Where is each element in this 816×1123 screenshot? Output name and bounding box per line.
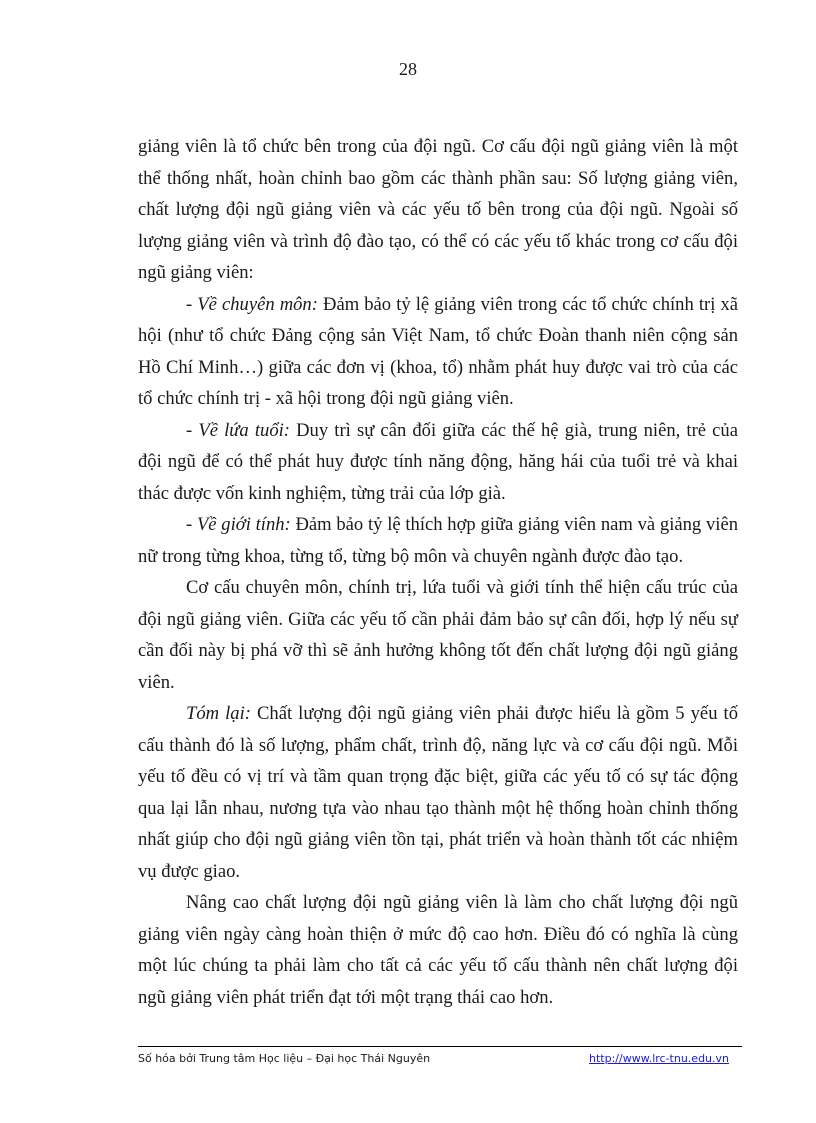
- paragraph-structure-intro: giảng viên là tổ chức bên trong của đội ngũ. Cơ cấu đội ngũ giảng viên là một thể thống nhất, hoàn chỉnh bao gồm các thành phần sau: Số lượng giảng viên, chất lượng đội ngũ giảng viên và các yếu tố bên trong của đội ngũ. Ngoài số lượng giảng viên và trình độ đào tạo, có thể có các yếu tố khác trong cơ cấu đội ngũ giảng viên:: [138, 136, 738, 283]
- footer-source: Số hóa bởi Trung tâm Học liệu – Đại học Thái Nguyên: [138, 1052, 431, 1065]
- footer-link[interactable]: http://www.lrc-tnu.edu.vn: [589, 1052, 729, 1065]
- paragraph-improvement: Nâng cao chất lượng đội ngũ giảng viên là làm cho chất lượng đội ngũ giảng viên ngày càng hoàn thiện ở mức độ cao hơn. Điều đó có nghĩa là cùng một lúc chúng ta phải làm cho tất cả các yếu tố cấu thành nên chất lượng đội ngũ giảng viên phát triển đạt tới một trạng thái cao hơn.: [138, 892, 738, 1008]
- paragraph-age: [138, 415, 738, 510]
- paragraph-age-text: Duy trì sự cân đối giữa các thế hệ già, trung niên, trẻ của đội ngũ để có thể phát huy được tính năng động, hăng hái của tuổi trẻ và khai thác được vốn kinh nghiệm, từng trải của lớp già.: [138, 419, 738, 504]
- paragraph-professional-text: Đảm bảo tỷ lệ giảng viên trong các tổ chức chính trị xã hội (như tổ chức Đảng cộng sản Việt Nam, tổ chức Đoàn thanh niên cộng sản Hồ Chí Minh…) giữa các đơn vị (khoa, tổ) nhằm phát huy được vai trò của các tổ chức chính trị - xã hội trong đội ngũ giảng viên.: [138, 293, 738, 409]
- paragraph-structure-balance: Cơ cấu chuyên môn, chính trị, lứa tuổi và giới tính thể hiện cấu trúc của đội ngũ giảng viên. Giữa các yếu tố cần phải đảm bảo sự cân đối, hợp lý nếu sự cần đối này bị phá vỡ thì sẽ ảnh hưởng không tốt đến chất lượng đội ngũ giảng viên.: [138, 577, 738, 693]
- footer-divider: [138, 1046, 742, 1047]
- paragraph-gender: [138, 509, 738, 572]
- paragraph-summary: [138, 698, 738, 887]
- paragraph-age-lead: - Về lứa tuổi:: [186, 419, 290, 441]
- paragraph-gender-text: Đảm bảo tỷ lệ thích hợp giữa giảng viên nam và giảng viên nữ trong từng khoa, từng tổ, từng bộ môn và chuyên ngành được đào tạo.: [138, 514, 738, 567]
- paragraph-summary-text: Chất lượng đội ngũ giảng viên phải được hiểu là gồm 5 yếu tố cấu thành đó là số lượng, phẩm chất, trình độ, năng lực và cơ cấu đội ngũ. Mỗi yếu tố đều có vị trí và tầm quan trọng đặc biệt, giữa các yếu tố có sự tác động qua lại lẫn nhau, nương tựa vào nhau tạo thành một hệ thống hoàn chỉnh thống nhất giúp cho đội ngũ giảng viên tồn tại, phát triển và hoàn thành tốt các nhiệm vụ được giao.: [138, 703, 739, 882]
- paragraph-summary-lead: Tóm lại:: [186, 703, 251, 724]
- paragraph-gender-lead: - Về giới tính:: [186, 514, 291, 535]
- body-text: [138, 131, 738, 1013]
- paragraph-professional: [138, 289, 738, 415]
- paragraph-professional-lead: - Về chuyên môn:: [186, 293, 318, 315]
- page-number: 28: [399, 59, 417, 79]
